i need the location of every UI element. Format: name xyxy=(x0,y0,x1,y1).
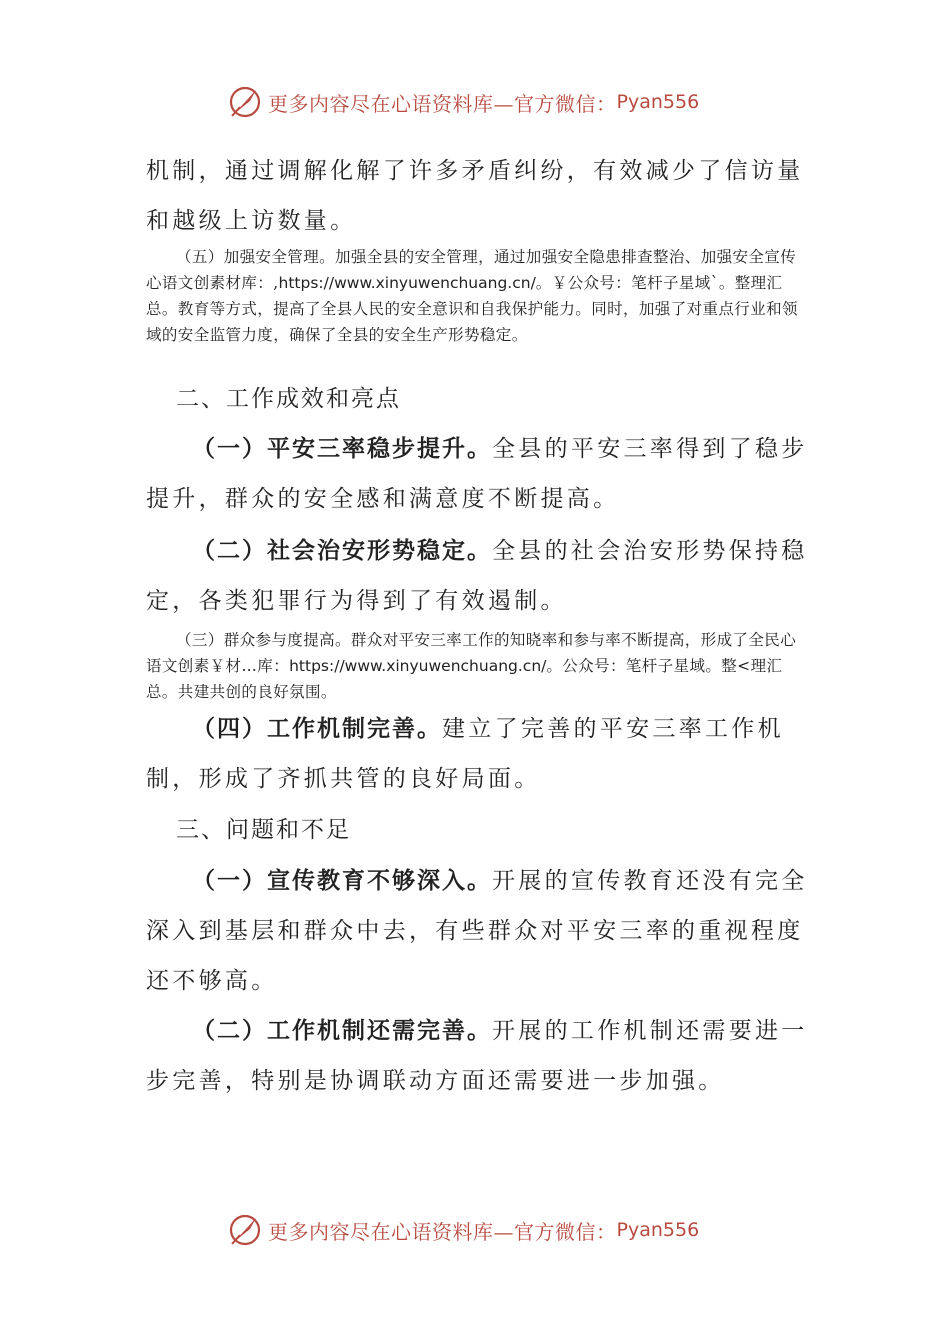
quill-logo-icon xyxy=(228,1213,262,1247)
paragraph-body: 全县的平安三率得到了稳步提升，群众的安全感和满意度不断提高。 xyxy=(146,436,808,512)
section-heading-results: 二、工作成效和亮点 xyxy=(176,386,401,412)
text-segment: （三）群众参与度提高。群众对平安三率工作的知晓率和参与率不断提高，形成了全民心语文创素￥材…库： xyxy=(146,631,797,675)
text-segment: 。公众号：笔杆子星域。整<理汇总。共建共创的良好氛围。 xyxy=(146,657,783,701)
paragraph-problem-1 xyxy=(146,856,808,1006)
paragraph-body: 全县的社会治安形势保持稳定，各类犯罪行为得到了有效遏制。 xyxy=(146,538,808,614)
paragraph-body: 建立了完善的平安三率工作机制，形成了齐抓共管的良好局面。 xyxy=(146,716,784,792)
paragraph-result-1 xyxy=(146,424,808,524)
paragraph-continuation: 机制，通过调解化解了许多矛盾纠纷，有效减少了信访量和越级上访数量。 xyxy=(146,158,804,234)
text-segment: （五）加强安全管理。加强全县的安全管理，通过加强安全隐患排查整治、加强安全宣传心语文创素材库：, xyxy=(146,248,797,292)
footer-banner xyxy=(228,1210,699,1250)
paragraph-body: 开展的宣传教育还没有完全深入到基层和群众中去，有些群众对平安三率的重视程度还不够高。 xyxy=(146,868,808,994)
url-text: https://www.xinyuwenchuang.cn/ xyxy=(289,657,547,675)
url-text: https://www.xinyuwenchuang.cn/ xyxy=(278,274,536,292)
banner-text: 更多内容尽在心语资料库—官方微信： xyxy=(268,1219,617,1244)
paragraph-lead: （二）社会治安形势稳定。 xyxy=(192,538,492,564)
paragraph-result-4 xyxy=(146,704,808,804)
quill-logo-icon xyxy=(228,85,262,119)
paragraph-lead: （二）工作机制还需完善。 xyxy=(192,1018,492,1044)
paragraph-body: 开展的工作机制还需要进一步完善，特别是协调联动方面还需要进一步加强。 xyxy=(146,1018,808,1094)
paragraph-problem-2 xyxy=(146,1006,808,1106)
text-segment: 。￥公众号：笔杆子星域`。整理汇总。教育等方式，提高了全县人民的安全意识和自我保护能力。同时，加强了对重点行业和领域的安全监管力度，确保了全县的安全生产形势稳定。 xyxy=(146,274,798,344)
banner-wechat-id: Pyan556 xyxy=(616,91,700,113)
banner-text: 更多内容尽在心语资料库—官方微信： xyxy=(268,91,617,116)
paragraph-safety-management xyxy=(146,244,808,348)
paragraph-lead: （四）工作机制完善。 xyxy=(192,716,442,742)
banner-wechat-id: Pyan556 xyxy=(616,1219,700,1241)
paragraph-result-3 xyxy=(146,627,808,705)
paragraph-lead: （一）宣传教育不够深入。 xyxy=(192,868,492,894)
section-heading-problems: 三、问题和不足 xyxy=(176,817,351,843)
paragraph-result-2 xyxy=(146,526,808,626)
header-banner xyxy=(228,82,699,122)
paragraph-lead: （一）平安三率稳步提升。 xyxy=(192,436,492,462)
